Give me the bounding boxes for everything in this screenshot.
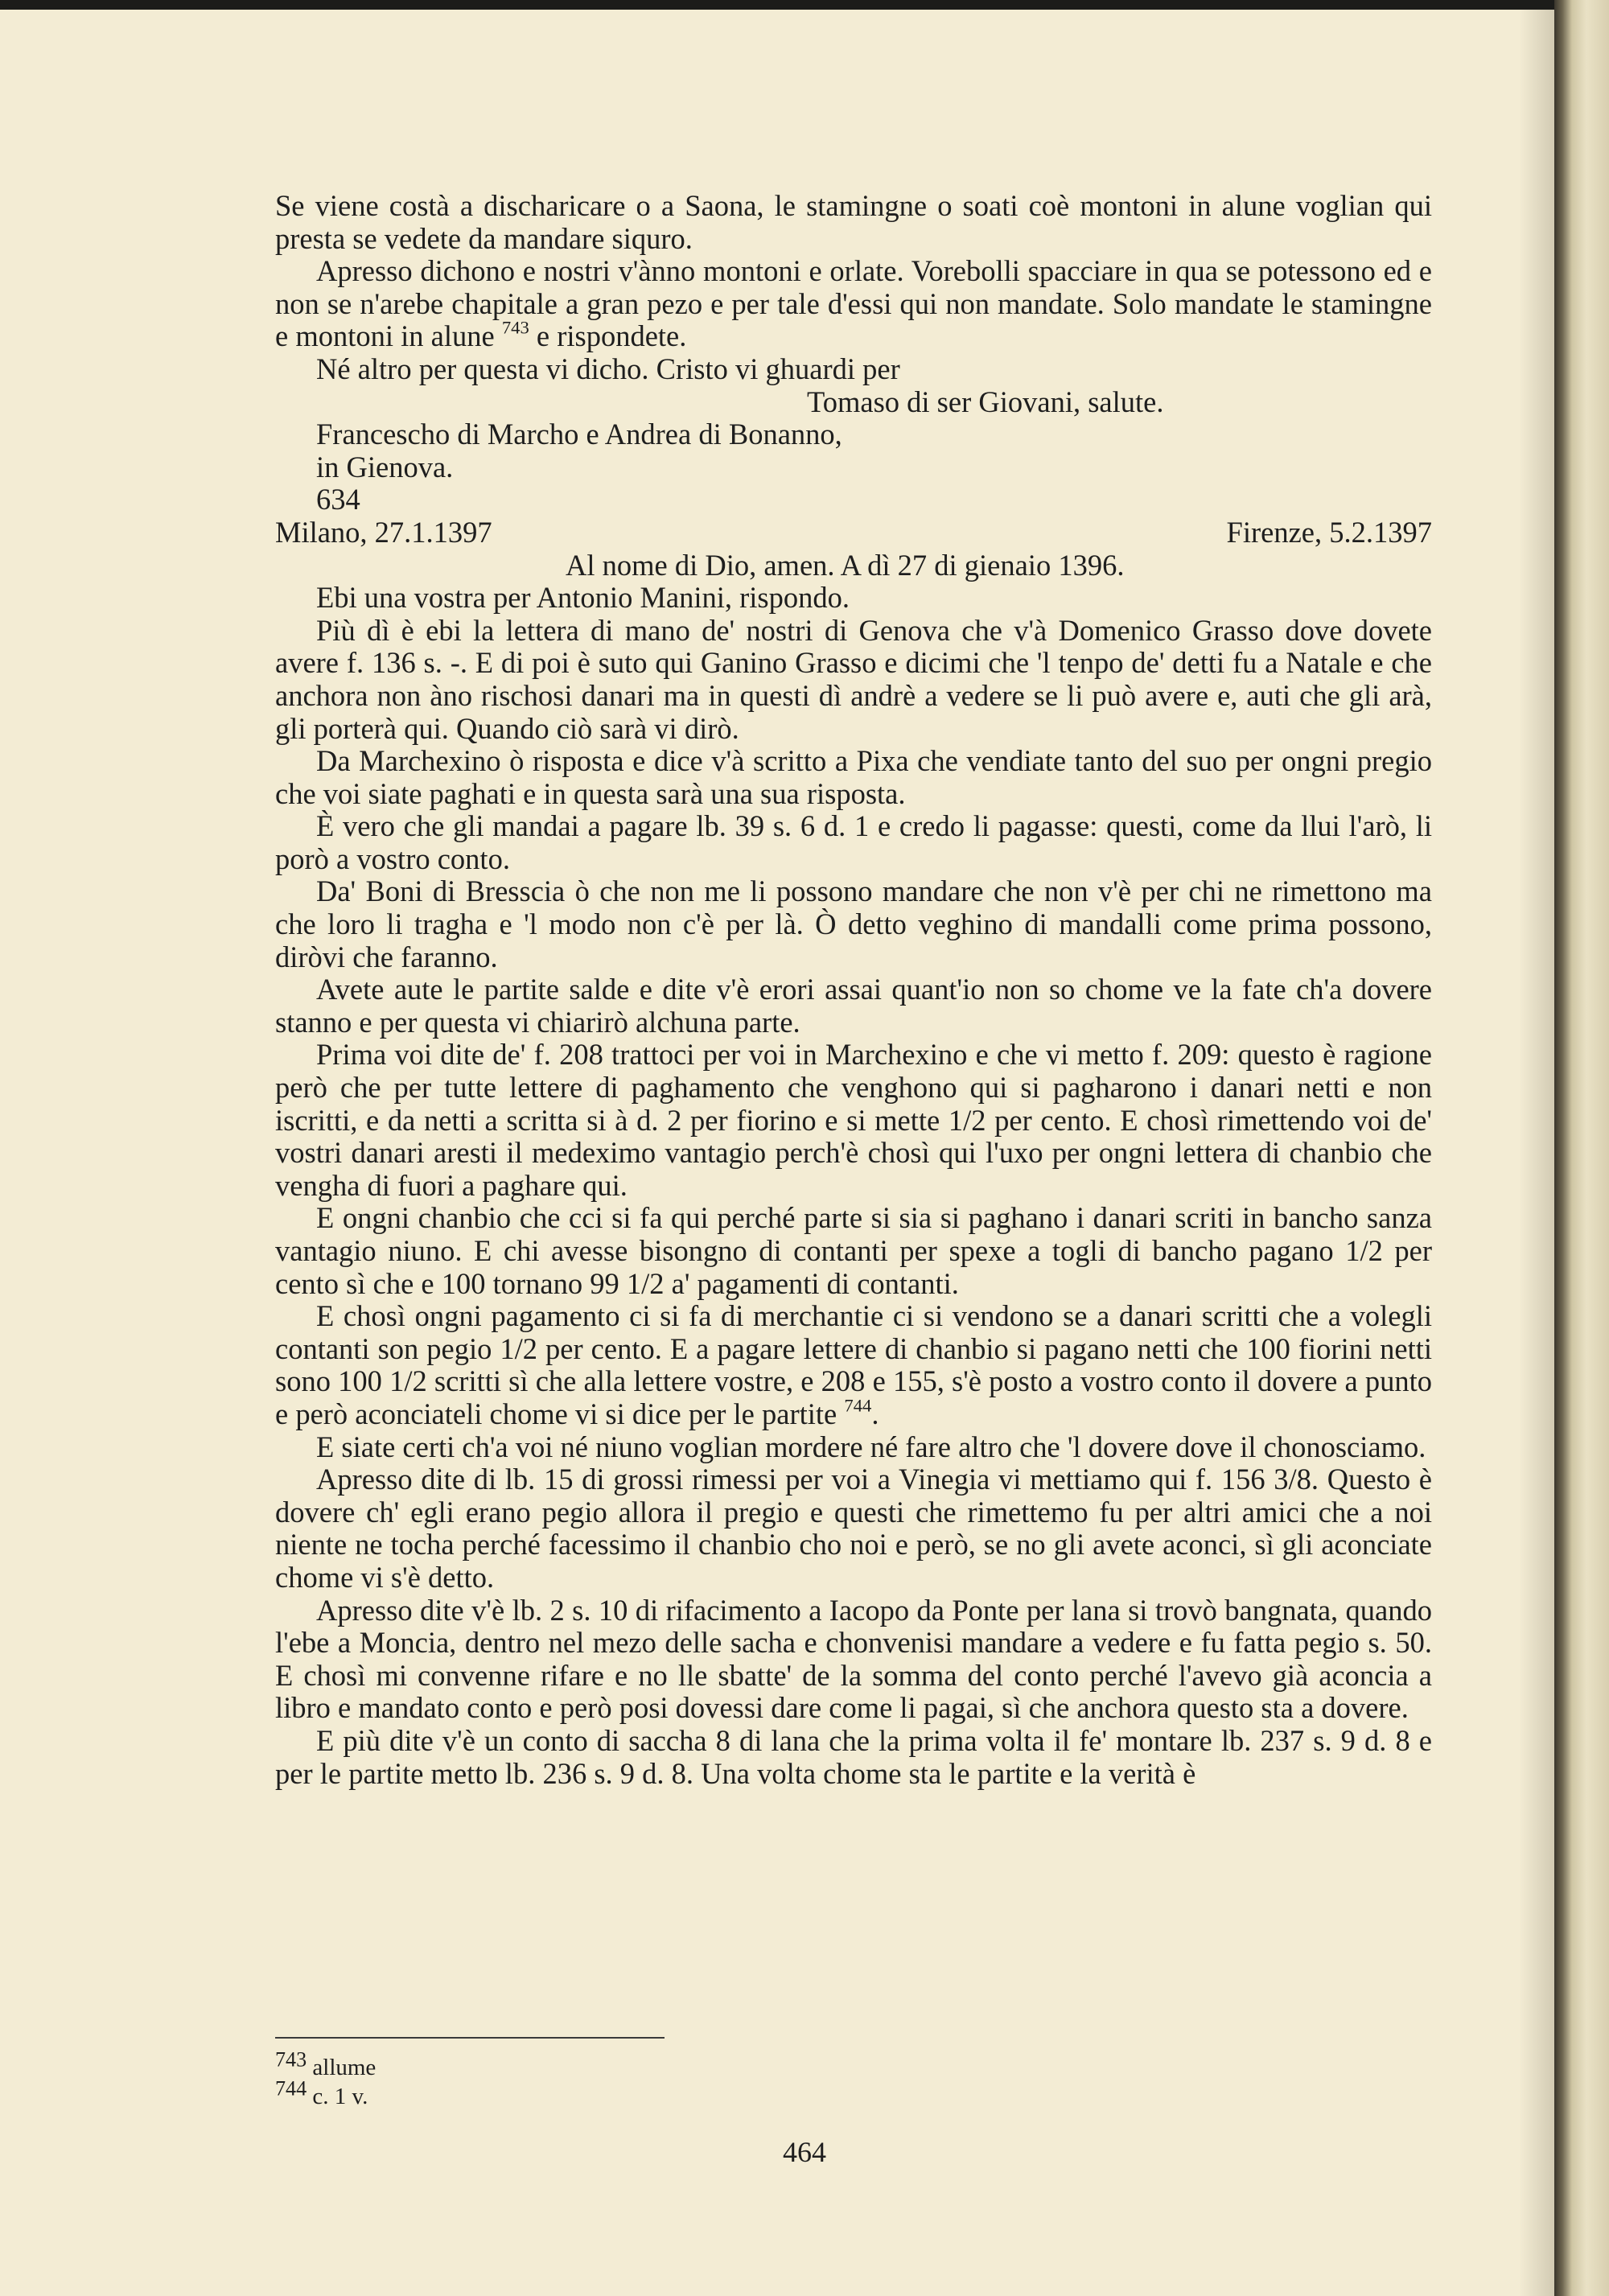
- paragraph: Se viene costà a dischariсare o a Saona, le stamingne o soati coè montoni in alune voglian qui presta se vedete da mandare siquro.: [275, 189, 1432, 255]
- signature: Tomaso di ser Giovani, salute.: [807, 385, 1164, 418]
- paragraph: Apresso dichono e nostri v'ànno montoni e orlate. Vorebolli spacciare in qua se potessono ed e non se n'arebe chapitale a gran pezo e per tale d'essi qui non mandate. Solo mandate le stamingne e montoni in alune $^{743}$ e rispondete.: [275, 254, 1432, 353]
- footnote-divider: [275, 2037, 665, 2039]
- address-line: Francescho di Marcho e Andrea di Bonanno,: [316, 418, 842, 451]
- paragraph: Più dì è ebi la lettera di mano de' nostri di Genova che v'à Domenico Grasso dove dovete avere f. 136 s. -. E di poi è suto qui Ganino Grasso e dicimi che 'l tenpo de' detti fu a Natale e che anchora non àno rischosi danari ma in questi dì andrè a vedere se li può avere e, auti che gli arà, gli porterà qui. Quando ciò sarà vi dirò.: [275, 613, 1432, 745]
- address-line: in Gienova.: [316, 450, 454, 483]
- footnote-ref[interactable]: 743: [501, 318, 529, 338]
- paragraph: Apresso dite di lb. 15 di grossi rimessi per voi a Vinegia vi mettiamo qui f. 156 3/8. Questo è dovere ch' egli erano pegio allora il pregio e questi che rimettemo fu per altri amici che a noi niente ne tocha perché facessimo il chanbio cho noi e però, se no gli avete aconci, sì gli aconciate chome vi s'è detto.: [275, 1463, 1432, 1594]
- paragraph: Da' Boni di Bresscia ò che non me li possono mandare che non v'è per chi ne rimettono ma che loro li tragha e 'l modo non c'è per là. Ò detto veghino di mandalli come prima possono, diròvi che faranno.: [275, 874, 1432, 973]
- footnote-ref[interactable]: 744: [844, 1395, 872, 1416]
- paragraph: Ebi una vostra per Antonio Manini, rispondo.: [316, 581, 850, 615]
- footnote: $^{743}$ allume: [275, 2047, 377, 2080]
- main-text: [275, 190, 1432, 1790]
- footnote: $^{744}$ c. 1 v.: [275, 2076, 368, 2109]
- dateline: [275, 516, 1432, 549]
- paragraph: Avete aute le partite salde e dite v'è erori assai quant'io non so chome ve la fate ch'a dovere stanno e per questa vi chiarirò alchuna parte.: [275, 973, 1432, 1039]
- page-number: 464: [783, 2136, 826, 2168]
- paragraph: Né altro per questa vi dicho. Cristo vi ghuardi per: [316, 352, 900, 385]
- origin-date: Milano, 27.1.1397: [275, 515, 492, 549]
- received-date: Firenze, 5.2.1397: [1226, 515, 1432, 549]
- paragraph: Prima voi dite de' f. 208 trattoci per voi in Marchexino e che vi metto f. 209: questo è ragione però che per tutte lettere di paghamento che venghono qui si pagharono i danari netti e non iscritti, e da netti a scritta si à d. 2 per fiorino e si mette 1/2 per cento. E chosì rimettendo voi de' vostri danari aresti il medeximo vantagio perch'è chosì qui l'uxo per ongni lettera di chanbio che vengha di fuori a paghare qui.: [275, 1038, 1432, 1202]
- letter-heading: Al nome di Dio, amen. A dì 27 di gienaio 1396.: [566, 548, 1125, 582]
- footnotes: [275, 2047, 838, 2111]
- book-edge: [1554, 0, 1609, 2296]
- paragraph: E ongni chanbio che cci si fa qui perché parte si sia si paghano i danari scriti in bancho sanza vantagio niuno. E chi avesse bisongno di contanti per spexe a togli di bancho pagano 1/2 per cento sì che e 100 tornano 99 1/2 a' pagamenti di contanti.: [275, 1201, 1432, 1300]
- paragraph: Da Marchexino ò risposta e dice v'à scritto a Pixa che vendiate tanto del suo per ongni pregio che voi siate paghati e in questa sarà una sua risposta.: [275, 744, 1432, 810]
- paragraph: E più dite v'è un conto di saccha 8 di lana che la prima volta il fe' montare lb. 237 s. 9 d. 8 e per le partite metto lb. 236 s. 9 d. 8. Una volta chome sta le partite e la verità è: [275, 1723, 1432, 1790]
- paragraph: Apresso dite v'è lb. 2 s. 10 di rifacimento a Iacopo da Ponte per lana si trovò bangnata, quando l'ebe a Moncia, dentro nel mezo delle sacha e chonvenisi mandare a vedere e fu fatta pegio s. 50. E chosì mi convenne rifare e no lle sbatte' de la somma del conto perché l'avevo già aconcia a libro e mandato conto e però posi dovessi dare come li pagai, sì che anchora questo sta a dovere.: [275, 1593, 1432, 1725]
- letter-number: 634: [316, 483, 360, 516]
- page-shadow: [1519, 10, 1554, 2296]
- paragraph: È vero che gli mandai a pagare lb. 39 s. 6 d. 1 e credo li pagasse: questi, come da llui l'arò, li porò a vostro conto.: [275, 809, 1432, 875]
- paragraph: E chosì ongni pagamento ci si fa di merchantie ci si vendono se a danari scritti che a volegli contanti son pegio 1/2 per cento. E a pagare lettere di chanbio si pagano netti che 100 fiorini netti sono 100 1/2 scritti sì che alla lettere vostre, e 208 e 155, s'è posto a vostro conto il dovere a punto e però aconciateli chome vi si dice per le partite $^{744}$.: [275, 1299, 1432, 1430]
- paragraph: E siate certi ch'a voi né niuno voglian mordere né fare altro che 'l dovere dove il chonosciamo.: [316, 1430, 1426, 1463]
